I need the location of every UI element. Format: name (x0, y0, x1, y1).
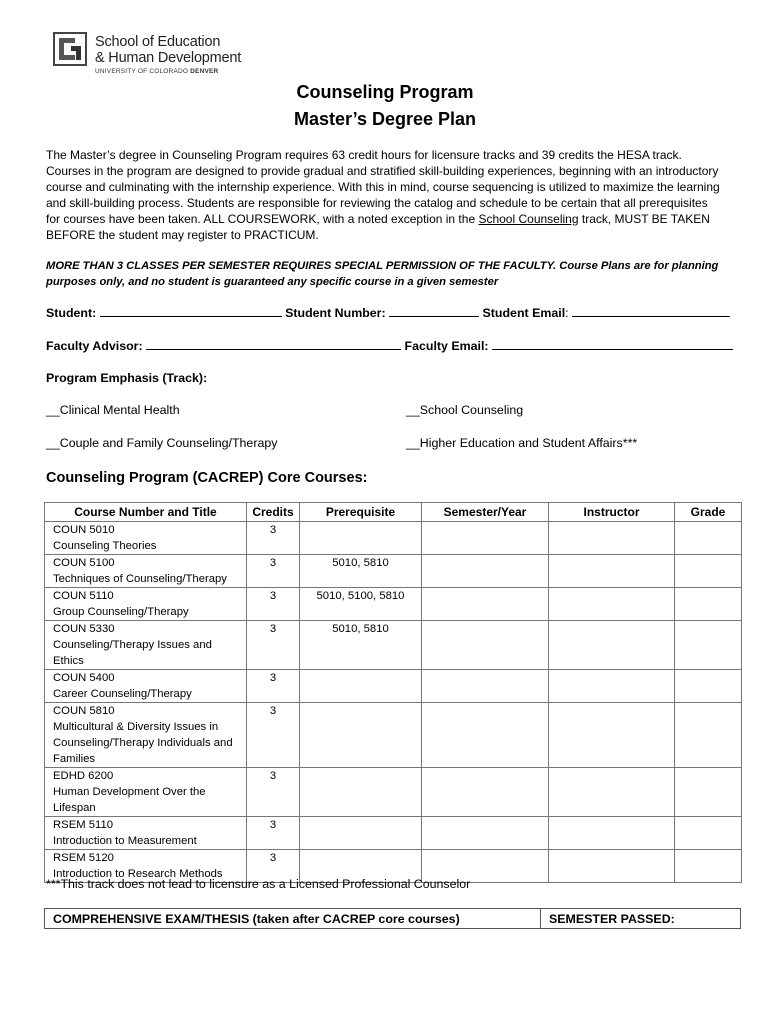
exam-row (45, 909, 741, 929)
col-credits: Credits (247, 503, 300, 522)
instructor-cell[interactable] (549, 621, 675, 670)
col-course: Course Number and Title (45, 503, 247, 522)
grade-cell[interactable] (675, 670, 742, 703)
table-header-row (45, 503, 742, 522)
course-title: Counseling/Therapy Individuals and (53, 737, 233, 749)
credits-cell: 3 (247, 621, 300, 670)
course-title: Counseling/Therapy Issues and (53, 639, 212, 651)
school-counseling-link: School Counseling (478, 212, 579, 226)
faculty-email-label: Faculty Email: (401, 339, 492, 353)
col-grade: Grade (675, 503, 742, 522)
instructor-cell[interactable] (549, 817, 675, 850)
track-option-couple-family[interactable]: __Couple and Family Counseling/Therapy (46, 436, 278, 450)
track-option-clinical[interactable]: __Clinical Mental Health (46, 403, 180, 417)
prerequisite-cell (300, 670, 422, 703)
instructor-cell[interactable] (549, 588, 675, 621)
prerequisite-cell: 5010, 5810 (300, 621, 422, 670)
semester-passed-field[interactable]: SEMESTER PASSED: (541, 909, 741, 929)
credits-cell: 3 (247, 522, 300, 555)
advisor-field[interactable] (146, 338, 401, 350)
credits-cell: 3 (247, 703, 300, 768)
credits-cell: 3 (247, 850, 300, 883)
course-number: COUN 5010 (53, 524, 115, 536)
semester-cell[interactable] (422, 670, 549, 703)
course-number: RSEM 5110 (53, 819, 114, 831)
warning-notice: MORE THAN 3 CLASSES PER SEMESTER REQUIRES SPECIAL PERMISSION OF THE FACULTY. Course Plans are for planning purposes only, and no student is guaranteed any specific course in a given semester (46, 260, 719, 288)
course-cell (45, 588, 247, 621)
course-title: Group Counseling/Therapy (53, 606, 189, 618)
course-cell (45, 670, 247, 703)
course-title: Families (53, 753, 96, 765)
course-title: Introduction to Measurement (53, 835, 197, 847)
table-row (45, 621, 742, 670)
course-title: Multicultural & Diversity Issues in (53, 721, 219, 733)
table-row (45, 588, 742, 621)
table-row (45, 768, 742, 817)
semester-cell[interactable] (422, 555, 549, 588)
course-number: COUN 5810 (53, 705, 115, 717)
instructor-cell[interactable] (549, 670, 675, 703)
student-email-field[interactable] (572, 305, 730, 317)
grade-cell[interactable] (675, 703, 742, 768)
course-title: Ethics (53, 655, 84, 667)
course-cell (45, 817, 247, 850)
prerequisite-cell (300, 703, 422, 768)
col-semester: Semester/Year (422, 503, 549, 522)
grade-cell[interactable] (675, 768, 742, 817)
course-title: Career Counseling/Therapy (53, 688, 192, 700)
col-instructor: Instructor (549, 503, 675, 522)
course-cell (45, 703, 247, 768)
footnote: ***This track does not lead to licensure as a Licensed Professional Counselor (46, 877, 471, 891)
semester-cell[interactable] (422, 817, 549, 850)
advisor-label: Faculty Advisor: (46, 339, 147, 353)
semester-cell[interactable] (422, 621, 549, 670)
prerequisite-cell (300, 522, 422, 555)
prerequisite-cell (300, 768, 422, 817)
instructor-cell[interactable] (549, 522, 675, 555)
table-row (45, 522, 742, 555)
course-number: EDHD 6200 (53, 770, 114, 782)
student-info-row: Student: Student Number: Student Email: (46, 305, 730, 320)
logo-university: UNIVERSITY OF COLORADO DENVER (95, 68, 219, 75)
course-cell (45, 555, 247, 588)
table-row (45, 555, 742, 588)
student-email-label: Student Email (479, 306, 566, 320)
faculty-email-field[interactable] (492, 338, 733, 350)
credits-cell: 3 (247, 817, 300, 850)
track-label: Program Emphasis (Track): (46, 371, 208, 385)
course-number: RSEM 5120 (53, 852, 114, 864)
student-number-field[interactable] (389, 305, 479, 317)
grade-cell[interactable] (675, 588, 742, 621)
grade-cell[interactable] (675, 555, 742, 588)
prerequisite-cell: 5010, 5810 (300, 555, 422, 588)
course-title: Techniques of Counseling/Therapy (53, 573, 227, 585)
course-number: COUN 5100 (53, 557, 115, 569)
grade-cell[interactable] (675, 817, 742, 850)
course-cell (45, 522, 247, 555)
logo-school-name-2: & Human Development (95, 50, 242, 66)
col-prerequisite: Prerequisite (300, 503, 422, 522)
semester-cell[interactable] (422, 588, 549, 621)
school-logo (53, 30, 293, 80)
semester-cell[interactable] (422, 768, 549, 817)
grade-cell[interactable] (675, 850, 742, 883)
grade-cell[interactable] (675, 621, 742, 670)
course-number: COUN 5110 (53, 590, 114, 602)
prerequisite-cell (300, 817, 422, 850)
course-title: Lifespan (53, 802, 96, 814)
instructor-cell[interactable] (549, 555, 675, 588)
course-cell (45, 768, 247, 817)
credits-cell: 3 (247, 588, 300, 621)
table-row (45, 817, 742, 850)
grade-cell[interactable] (675, 522, 742, 555)
core-courses-title: Counseling Program (CACREP) Core Courses: (46, 470, 368, 486)
instructor-cell[interactable] (549, 768, 675, 817)
prerequisite-cell: 5010, 5100, 5810 (300, 588, 422, 621)
instructor-cell[interactable] (549, 703, 675, 768)
track-option-hesa[interactable]: __Higher Education and Student Affairs*** (406, 436, 638, 450)
page-subtitle: Master’s Degree Plan (293, 109, 477, 129)
table-row (45, 703, 742, 768)
course-number: COUN 5330 (53, 623, 115, 635)
credits-cell: 3 (247, 670, 300, 703)
core-courses-table (44, 502, 742, 883)
exam-table (44, 908, 741, 929)
student-number-label: Student Number: (281, 306, 390, 320)
student-label: Student: (46, 306, 100, 320)
cu-logo-icon (53, 32, 87, 66)
credits-cell: 3 (247, 555, 300, 588)
course-number: COUN 5400 (53, 672, 115, 684)
course-cell (45, 621, 247, 670)
logo-school-name: School of Education (95, 34, 221, 50)
page-title: Counseling Program (296, 82, 474, 102)
exam-label: COMPREHENSIVE EXAM/THESIS (taken after CACREP core courses) (45, 909, 541, 929)
course-title: Introduction to Research Methods (53, 868, 223, 880)
student-name-field[interactable] (100, 305, 282, 317)
semester-cell[interactable] (422, 522, 549, 555)
advisor-info-row (46, 338, 733, 353)
intro-paragraph: The Master’s degree in Counseling Program requires 63 credit hours for licensure tracks and 39 credits the HESA track. Courses in the program are designed to provide gradual and stratified skill-building experiences, beginning with an introductory course and culminating with the internship experience. With this in mind, course sequencing is utilized to maximize the learning and skill-building process. Students are responsible for reviewing the catalog and schedule to be certain that all prerequisites for courses have been taken. ALL COURSEWORK, with a noted exception in the School Counseling track, MUST BE TAKEN BEFORE the student may register to PRACTICUM. (46, 148, 720, 242)
table-row (45, 670, 742, 703)
course-title: Counseling Theories (53, 540, 157, 552)
semester-cell[interactable] (422, 703, 549, 768)
credits-cell: 3 (247, 768, 300, 817)
track-option-school[interactable]: __School Counseling (406, 403, 524, 417)
course-title: Human Development Over the (53, 786, 206, 798)
instructor-cell[interactable] (549, 850, 675, 883)
